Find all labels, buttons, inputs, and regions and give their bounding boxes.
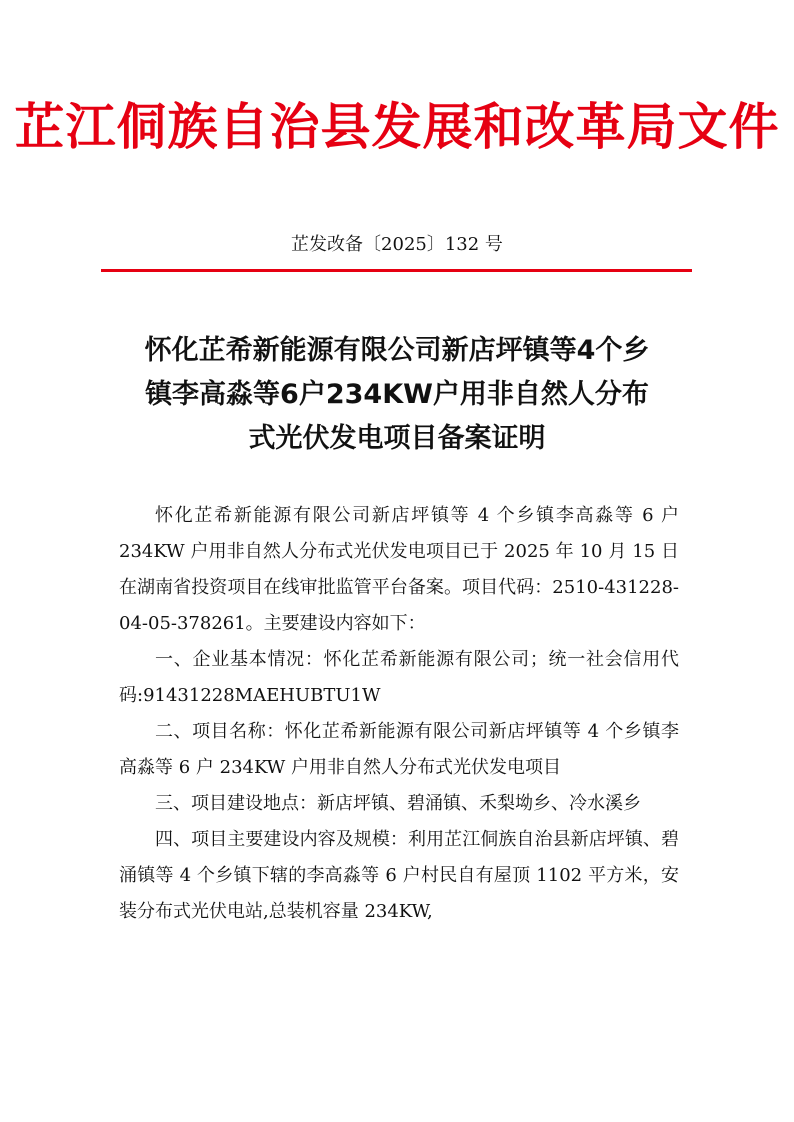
document-header-title: 芷江侗族自治县发展和改革局文件 [14,98,780,156]
document-title [110,329,684,461]
red-separator-line [101,269,692,272]
document-body [119,498,679,930]
document-title-line: 怀化芷希新能源有限公司新店坪镇等4个乡 [144,335,650,366]
body-paragraph-scope: 四、项目主要建设内容及规模：利用芷江侗族自治县新店坪镇、碧涌镇等 4 个乡镇下辖的李高淼等 6 户村民自有屋顶 1102 平方米，安装分布式光伏电站,总装机容量 234KW, [119,829,679,922]
body-paragraph-enterprise: 一、企业基本情况：怀化芷希新能源有限公司；统一社会信用代码:91431228MAEHUBTU1W [119,649,679,706]
document-title-line: 镇李高淼等6户234KW户用非自然人分布 [145,379,649,410]
body-paragraph-project-name: 二、项目名称：怀化芷希新能源有限公司新店坪镇等 4 个乡镇李高淼等 6 户 234KW 户用非自然人分布式光伏发电项目 [119,721,679,778]
document-title-line: 式光伏发电项目备案证明 [248,423,546,454]
body-paragraph-location: 三、项目建设地点：新店坪镇、碧涌镇、禾梨坳乡、冷水溪乡 [155,793,641,814]
document-number: 芷发改备〔2025〕132 号 [291,234,503,255]
body-paragraph-intro: 怀化芷希新能源有限公司新店坪镇等 4 个乡镇李高淼等 6 户 234KW 户用非自然人分布式光伏发电项目已于 2025 年 10 月 15 日在湖南省投资项目在线审批监管平台备案。项目代码：2510-431228-04-05-378261。主要建设内容如下： [119,505,679,634]
